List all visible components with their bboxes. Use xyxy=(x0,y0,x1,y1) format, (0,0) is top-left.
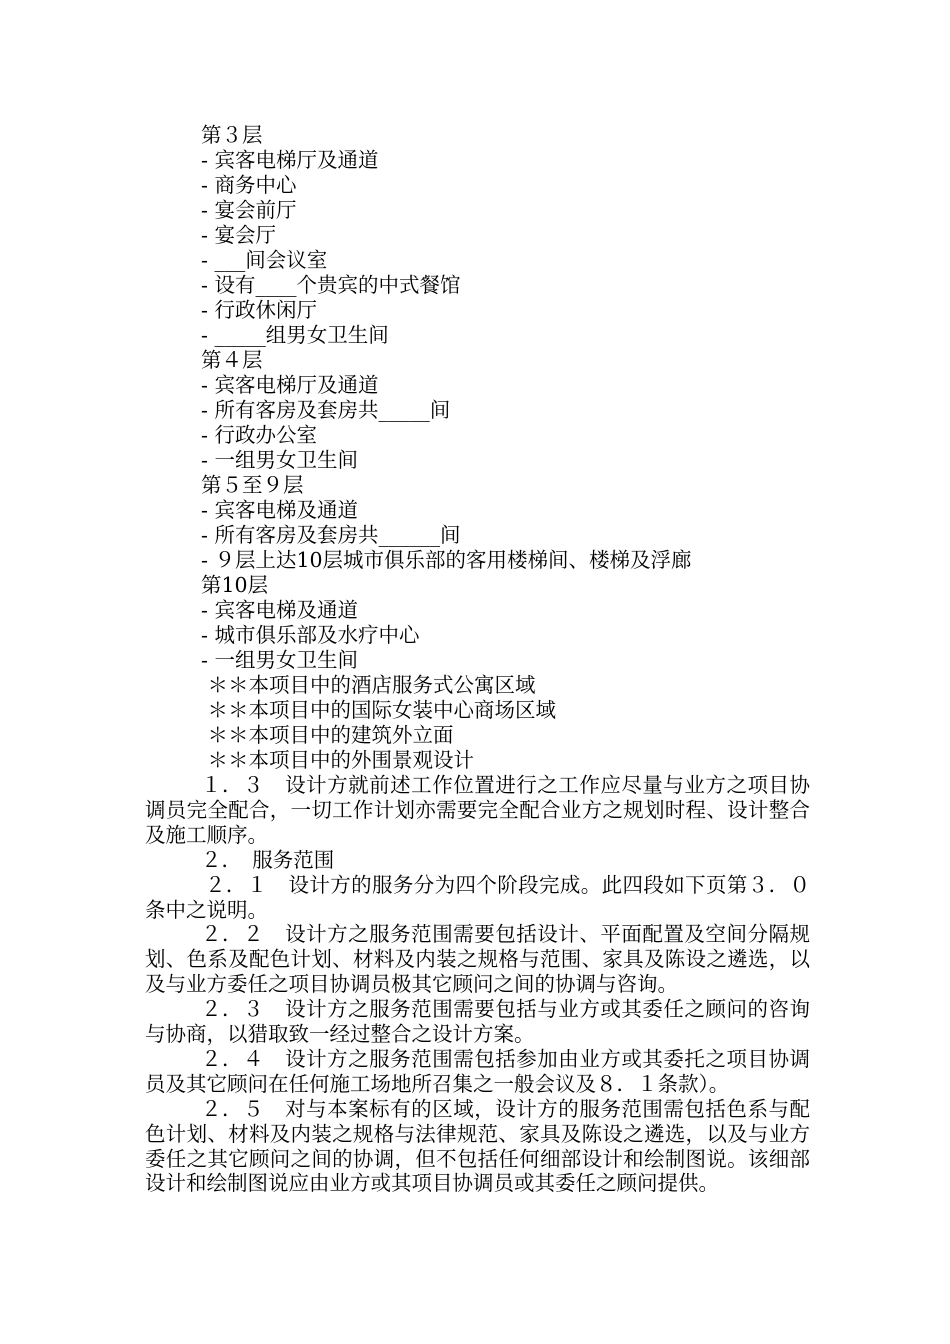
floor3-item: - _____组男女卫生间 xyxy=(201,323,389,347)
clause-2-5: ２．５ 对与本案标有的区域，设计方的服务范围需包括色系与配色计划、材料及内装之规格与法律规范、家具及陈设之遴选，以及与业方委任之其它顾问之间的协调，但不包括任何细部设计和绘制图说。该细部设计和绘制图说应由业方或其项目协调员或其委任之顾问提供。 xyxy=(145,1097,810,1196)
floor3-item: - ___间会议室 xyxy=(201,248,328,272)
star-item: ＊＊本项目中的外围景观设计 xyxy=(201,748,475,772)
clause-2-3: ２．３ 设计方之服务范围需要包括与业方或其委任之顾问的咨询与协商，以猎取致一经过整合之设计方案。 xyxy=(145,997,810,1046)
floor4-item: - 一组男女卫生间 xyxy=(201,448,358,472)
floor10-item: - 一组男女卫生间 xyxy=(201,648,358,672)
star-item: ＊＊本项目中的建筑外立面 xyxy=(201,723,454,747)
floor3-title: 第３层 xyxy=(201,123,263,147)
clause-2-4: ２．４ 设计方之服务范围需包括参加由业方或其委托之项目协调员及其它顾问在任何施工场地所召集之一般会议及８．１条款）。 xyxy=(145,1047,810,1096)
floor10-title: 第10层 xyxy=(201,573,269,597)
floor5-9-title: 第５至９层 xyxy=(201,473,304,497)
floor5-9-item: - 宾客电梯及通道 xyxy=(201,498,358,522)
floor5-9-item: - ９层上达10层城市俱乐部的客用楼梯间、楼梯及浮廊 xyxy=(201,548,692,572)
floor5-9-item: - 所有客房及套房共______间 xyxy=(201,523,461,547)
section-heading: ２． 服务范围 xyxy=(201,848,335,872)
floor10-item: - 宾客电梯及通道 xyxy=(201,598,358,622)
floor3-item: - 宴会厅 xyxy=(201,223,276,247)
floor3-item: - 宴会前厅 xyxy=(201,198,297,222)
floor3-item: - 商务中心 xyxy=(201,173,297,197)
floor4-item: - 所有客房及套房共_____间 xyxy=(201,398,451,422)
floor4-item: - 宾客电梯厅及通道 xyxy=(201,373,379,397)
floor4-title: 第４层 xyxy=(201,348,263,372)
floor4-item: - 行政办公室 xyxy=(201,423,317,447)
floor3-item: - 行政休闲厅 xyxy=(201,298,317,322)
star-item: ＊＊本项目中的酒店服务式公寓区域 xyxy=(201,673,536,697)
clause-2-2: ２．２ 设计方之服务范围需要包括设计、平面配置及空间分隔规划、色系及配色计划、材料及内装之规格与范围、家具及陈设之遴选，以及与业方委任之项目协调员极其它顾问之间的协调与咨询。 xyxy=(145,922,810,996)
floor3-item: - 宾客电梯厅及通道 xyxy=(201,148,379,172)
floor10-item: - 城市俱乐部及水疗中心 xyxy=(201,623,420,647)
clause-1-3: １．３ 设计方就前述工作位置进行之工作应尽量与业方之项目协调员完全配合，一切工作计划亦需要完全配合业方之规划时程、设计整合及施工顺序。 xyxy=(145,773,810,847)
star-item: ＊＊本项目中的国际女装中心商场区域 xyxy=(201,698,557,722)
clause-2-1: ２．１ 设计方的服务分为四个阶段完成。此四段如下页第３．０条中之说明。 xyxy=(145,873,810,922)
floor3-item: - 设有____个贵宾的中式餐馆 xyxy=(201,273,461,297)
